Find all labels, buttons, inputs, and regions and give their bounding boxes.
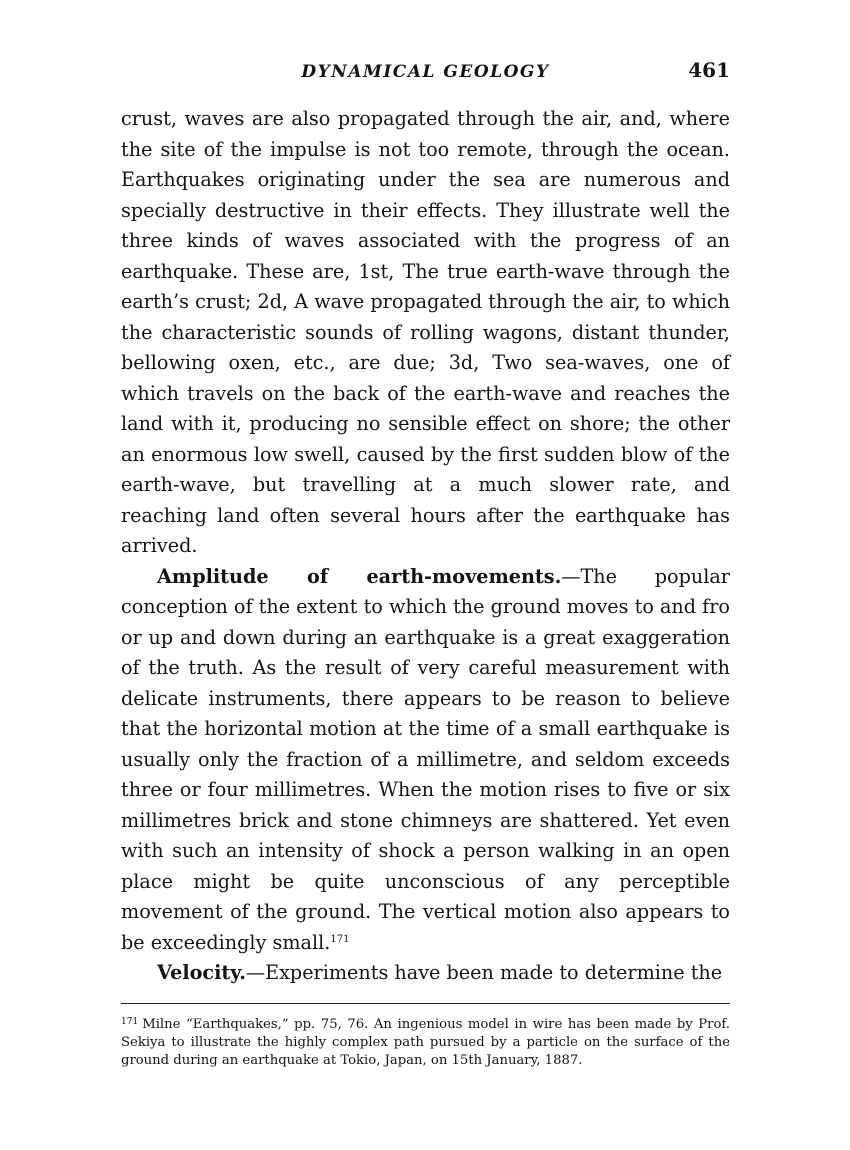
paragraph-velocity-text: —Experiments have been made to determine the: [245, 961, 723, 984]
paragraph-amplitude-text: —The popular conception of the extent to which the ground moves to and fro or up and down during an earthquake is a great exaggeration of the truth. As the result of very careful measurement with delicate instruments, there appears to be reason to believe that the horizontal motion at the time of a small earthquake is usually only the fraction of a millimetre, and seldom exceeds three or four millimetres. When the motion rises to five or six millimetres brick and stone chimneys are shattered. Yet even with such an intensity of shock a person walking in an open place might be quite unconscious of any perceptible movement of the ground. The vertical motion also appears to be exceedingly small.: [121, 564, 730, 954]
paragraph-amplitude: [121, 562, 730, 959]
running-head: [121, 56, 730, 92]
footnote-rule: [121, 1003, 730, 1004]
page-number: 461: [688, 58, 730, 82]
section-heading-amplitude: Amplitude of earth-movements.: [157, 564, 562, 588]
running-title: DYNAMICAL GEOLOGY: [301, 62, 550, 82]
body-text: [121, 104, 730, 989]
paragraph-velocity: [121, 958, 730, 989]
section-heading-velocity: Velocity.: [157, 961, 246, 984]
paragraph-continuation: crust, waves are also propagated through the air, and, where the site of the impulse is not too remote, through the ocean. Earthquakes originating under the sea are numerous and specially destructive in their effects. They illustrate well the three kinds of waves associated with the progress of an earthquake. These are, 1st, The true earth-wave through the earth’s crust; 2d, A wave propagated through the air, to which the characteristic sounds of rolling wagons, distant thunder, bellowing oxen, etc., are due; 3d, Two sea-waves, one of which travels on the back of the earth-wave and reaches the land with it, producing no sensible effect on shore; the other an enormous low swell, caused by the first sudden blow of the earth-wave, but travelling at a much slower rate, and reaching land often several hours after the earthquake has arrived.: [121, 107, 730, 557]
footnote-text: Milne “Earthquakes,” pp. 75, 76. An ingenious model in wire has been made by Prof. Sekiya to illustrate the highly complex path pursued by a particle on the surface of the ground during an earthquake at Tokio, Japan, on 15th January, 1887.: [121, 1016, 730, 1068]
footnote-reference: 171: [330, 933, 350, 945]
footnote: [121, 1016, 730, 1071]
footnote-mark: 171: [121, 1016, 139, 1027]
book-page: [121, 56, 730, 1070]
